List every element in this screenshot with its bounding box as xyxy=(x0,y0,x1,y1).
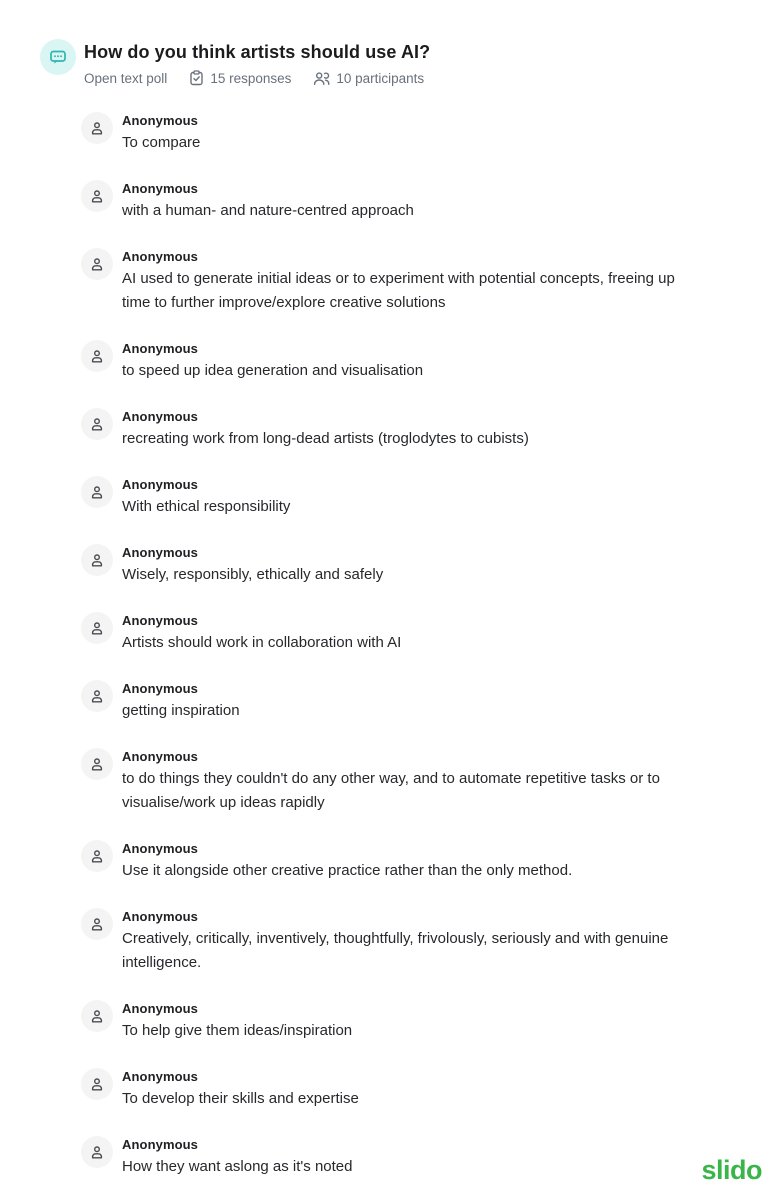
response-text: With ethical responsibility xyxy=(122,498,291,515)
response-item xyxy=(81,612,734,655)
response-item xyxy=(81,248,734,315)
response-text: To help give them ideas/inspiration xyxy=(122,1022,353,1039)
chat-bubble-icon xyxy=(48,47,68,67)
avatar xyxy=(81,408,113,440)
response-item xyxy=(81,840,734,883)
response-author: Anonymous xyxy=(122,409,199,424)
response-text: Use it alongside other creative practice rather than the only method. xyxy=(122,862,573,879)
page-title: How do you think artists should use AI? xyxy=(84,42,431,62)
response-item xyxy=(81,908,734,975)
response-text: To compare xyxy=(122,134,201,151)
person-icon xyxy=(90,849,104,864)
people-icon xyxy=(313,71,330,86)
avatar xyxy=(81,544,113,576)
response-body xyxy=(122,544,383,587)
person-icon xyxy=(90,257,104,272)
person-icon xyxy=(90,1077,104,1092)
response-author: Anonymous xyxy=(122,909,199,924)
responses-count-wrap xyxy=(189,70,291,86)
response-author: Anonymous xyxy=(122,1001,199,1016)
response-text: Artists should work in collaboration with AI xyxy=(122,634,402,651)
person-icon xyxy=(90,1009,104,1024)
person-icon xyxy=(90,757,104,772)
avatar xyxy=(81,908,113,940)
response-text: Creatively, critically, inventively, thoughtfully, frivolously, seriously and with genuine intelligence. xyxy=(122,930,669,971)
poll-type-badge xyxy=(40,39,76,75)
avatar xyxy=(81,180,113,212)
response-item xyxy=(81,1068,734,1111)
person-icon xyxy=(90,485,104,500)
person-icon xyxy=(90,689,104,704)
response-body xyxy=(122,248,702,315)
response-body xyxy=(122,748,702,815)
response-body xyxy=(122,476,290,519)
response-item xyxy=(81,476,734,519)
response-body xyxy=(122,340,423,383)
response-author: Anonymous xyxy=(122,113,199,128)
response-author: Anonymous xyxy=(122,249,199,264)
person-icon xyxy=(90,121,104,136)
response-item xyxy=(81,408,734,451)
avatar xyxy=(81,476,113,508)
poll-header-text xyxy=(84,39,430,86)
response-item xyxy=(81,544,734,587)
response-author: Anonymous xyxy=(122,681,199,696)
person-icon xyxy=(90,621,104,636)
person-icon xyxy=(90,349,104,364)
response-item xyxy=(81,1136,734,1179)
responses-count: 15 responses xyxy=(210,70,292,86)
avatar xyxy=(81,112,113,144)
avatar xyxy=(81,1000,113,1032)
response-text: How they want aslong as it's noted xyxy=(122,1158,353,1175)
response-author: Anonymous xyxy=(122,181,199,196)
response-item xyxy=(81,112,734,155)
response-author: Anonymous xyxy=(122,341,199,356)
response-item xyxy=(81,1000,734,1043)
person-icon xyxy=(90,417,104,432)
response-author: Anonymous xyxy=(122,545,199,560)
response-item xyxy=(81,748,734,815)
response-text: Wisely, responsibly, ethically and safely xyxy=(122,566,384,583)
poll-meta-row xyxy=(84,70,430,86)
avatar xyxy=(81,680,113,712)
participants-count-wrap xyxy=(313,71,424,86)
response-body xyxy=(122,112,200,155)
response-body xyxy=(122,908,702,975)
avatar xyxy=(81,612,113,644)
slido-logo[interactable]: slido xyxy=(701,1155,762,1185)
person-icon xyxy=(90,189,104,204)
response-text: to speed up idea generation and visualisation xyxy=(122,362,424,379)
response-author: Anonymous xyxy=(122,841,199,856)
response-text: with a human- and nature-centred approach xyxy=(122,202,414,219)
person-icon xyxy=(90,917,104,932)
response-author: Anonymous xyxy=(122,749,199,764)
responses-list xyxy=(40,112,734,1179)
person-icon xyxy=(90,553,104,568)
avatar xyxy=(81,340,113,372)
response-item xyxy=(81,180,734,223)
response-author: Anonymous xyxy=(122,613,199,628)
response-item xyxy=(81,340,734,383)
avatar xyxy=(81,1136,113,1168)
response-text: to do things they couldn't do any other way, and to automate repetitive tasks or to visualise/work up ideas rapidly xyxy=(122,770,660,811)
avatar xyxy=(81,248,113,280)
person-icon xyxy=(90,1145,104,1160)
response-item xyxy=(81,680,734,723)
response-author: Anonymous xyxy=(122,1137,199,1152)
poll-type-label-wrap xyxy=(84,71,167,86)
poll-header xyxy=(40,39,734,86)
response-body xyxy=(122,612,401,655)
clipboard-check-icon xyxy=(189,70,204,86)
response-body xyxy=(122,1000,352,1043)
response-body xyxy=(122,1068,359,1111)
response-text: recreating work from long-dead artists (troglodytes to cubists) xyxy=(122,430,529,447)
response-author: Anonymous xyxy=(122,477,199,492)
avatar xyxy=(81,748,113,780)
response-text: To develop their skills and expertise xyxy=(122,1090,359,1107)
avatar xyxy=(81,1068,113,1100)
response-text: AI used to generate initial ideas or to experiment with potential concepts, freeing up time to further improve/explore creative solutions xyxy=(122,270,675,311)
response-body xyxy=(122,408,529,451)
response-text: getting inspiration xyxy=(122,702,240,719)
avatar xyxy=(81,840,113,872)
participants-count: 10 participants xyxy=(336,70,425,86)
response-body xyxy=(122,1136,353,1179)
poll-type-label: Open text poll xyxy=(84,70,168,86)
response-body xyxy=(122,840,572,883)
response-body xyxy=(122,680,240,723)
response-author: Anonymous xyxy=(122,1069,199,1084)
response-body xyxy=(122,180,414,223)
